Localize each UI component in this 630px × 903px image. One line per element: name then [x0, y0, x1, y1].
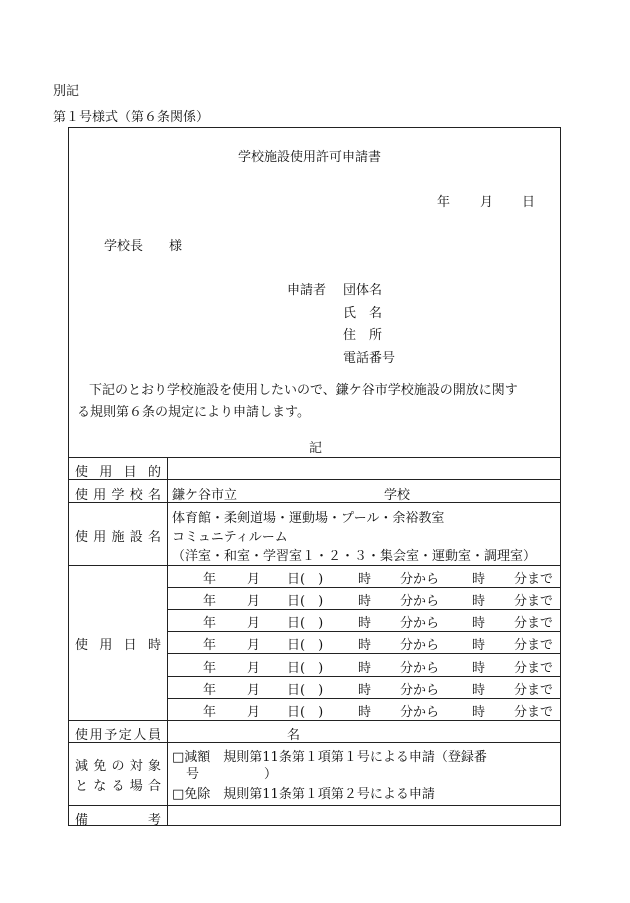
year: 年: [203, 616, 217, 631]
hour-from: 時: [358, 683, 372, 698]
reduction-option-exempt[interactable]: □免除 規則第11条第１項第２号による申請: [172, 787, 435, 802]
form-title: 学校施設使用許可申請書: [238, 150, 382, 165]
day: 日( ): [287, 572, 324, 587]
applicant-phone: 電話番号: [343, 351, 396, 366]
facility-label: 使用施設名: [75, 530, 161, 545]
school-prefix: 鎌ケ谷市立: [172, 488, 238, 503]
month: 月: [247, 594, 261, 609]
minute-to: 分まで: [514, 638, 554, 653]
applicant-address: 住 所: [343, 328, 383, 343]
facility-line1: 体育館・柔剣道場・運動場・プール・余裕教室: [172, 511, 445, 526]
hour-from: 時: [358, 616, 372, 631]
divider: [68, 457, 561, 458]
month: 月: [247, 683, 261, 698]
hour-from: 時: [358, 705, 372, 720]
school-suffix: 学校: [384, 488, 411, 503]
applicant-label: 申請者: [287, 283, 327, 298]
day: 日( ): [287, 616, 324, 631]
datetime-row: [168, 677, 560, 698]
hour-to: 時: [472, 638, 486, 653]
purpose-field[interactable]: [172, 461, 558, 477]
applicant-name: 氏 名: [343, 306, 383, 321]
facility-line3: （洋室・和室・学習室１・２・３・集会室・運動室・調理室）: [172, 549, 537, 564]
divider: [68, 720, 561, 721]
hour-from: 時: [358, 638, 372, 653]
reduction-option-reduce[interactable]: □減額 規則第11条第１項第１号による申請（登録番: [172, 750, 487, 765]
hour-to: 時: [472, 594, 486, 609]
month: 月: [247, 616, 261, 631]
day: 日( ): [287, 661, 324, 676]
ki-heading: 記: [309, 441, 323, 456]
minute-to: 分まで: [514, 594, 554, 609]
datetime-row: [168, 655, 560, 676]
datetime-row: [168, 566, 560, 587]
year: 年: [203, 683, 217, 698]
year: 年: [203, 594, 217, 609]
datetime-row: [168, 610, 560, 631]
hour-from: 時: [358, 661, 372, 676]
minute-to: 分まで: [514, 616, 554, 631]
day: 日( ): [287, 638, 324, 653]
hour-from: 時: [358, 594, 372, 609]
minute-to: 分まで: [514, 661, 554, 676]
hour-to: 時: [472, 683, 486, 698]
applicant-group-name: 団体名: [343, 283, 383, 298]
day: 日( ): [287, 594, 324, 609]
people-unit: 名: [287, 728, 301, 743]
minute-to: 分まで: [514, 705, 554, 720]
body-text-line1: 下記のとおり学校施設を使用したいので、鎌ケ谷市学校施設の開放に関す: [89, 383, 518, 398]
body-text-line2: る規則第６条の規定により申請します。: [77, 405, 310, 420]
form-number: 第１号様式（第６条関係）: [53, 110, 210, 125]
datetime-row: [168, 588, 560, 609]
minute-from: 分から: [400, 594, 440, 609]
reduction-option-reduce-cont: 号 ）: [186, 767, 278, 782]
datetime-row: [168, 699, 560, 720]
purpose-label: 使用目的: [75, 465, 161, 480]
school-label: 使用学校名: [75, 488, 161, 503]
date-month: 月: [480, 195, 494, 210]
hour-to: 時: [472, 661, 486, 676]
minute-from: 分から: [400, 638, 440, 653]
annex-label: 別記: [53, 84, 80, 99]
hour-to: 時: [472, 572, 486, 587]
year: 年: [203, 572, 217, 587]
facility-line2: コミュニティルーム: [172, 530, 288, 545]
month: 月: [247, 661, 261, 676]
date-day: 日: [522, 195, 536, 210]
month: 月: [247, 572, 261, 587]
month: 月: [247, 638, 261, 653]
day: 日( ): [287, 705, 324, 720]
divider: [68, 805, 561, 806]
hour-to: 時: [472, 705, 486, 720]
minute-to: 分まで: [514, 683, 554, 698]
addressee: 学校長 様: [104, 239, 183, 254]
hour-from: 時: [358, 572, 372, 587]
minute-from: 分から: [400, 705, 440, 720]
remarks-label: 備考: [75, 813, 161, 828]
reduction-label-line1: 減免の対象: [75, 759, 161, 774]
minute-to: 分まで: [514, 572, 554, 587]
remarks-field[interactable]: [172, 808, 558, 824]
year: 年: [203, 638, 217, 653]
datetime-label: 使用日時: [75, 638, 161, 653]
year: 年: [203, 661, 217, 676]
reduction-label-line2: となる場合: [75, 779, 161, 794]
minute-from: 分から: [400, 683, 440, 698]
minute-from: 分から: [400, 616, 440, 631]
datetime-row: [168, 632, 560, 653]
hour-to: 時: [472, 616, 486, 631]
year: 年: [203, 705, 217, 720]
date-year: 年: [437, 195, 451, 210]
minute-from: 分から: [400, 661, 440, 676]
day: 日( ): [287, 683, 324, 698]
month: 月: [247, 705, 261, 720]
people-label: 使用予定人員: [75, 728, 161, 743]
minute-from: 分から: [400, 572, 440, 587]
row-divider: [168, 653, 561, 654]
